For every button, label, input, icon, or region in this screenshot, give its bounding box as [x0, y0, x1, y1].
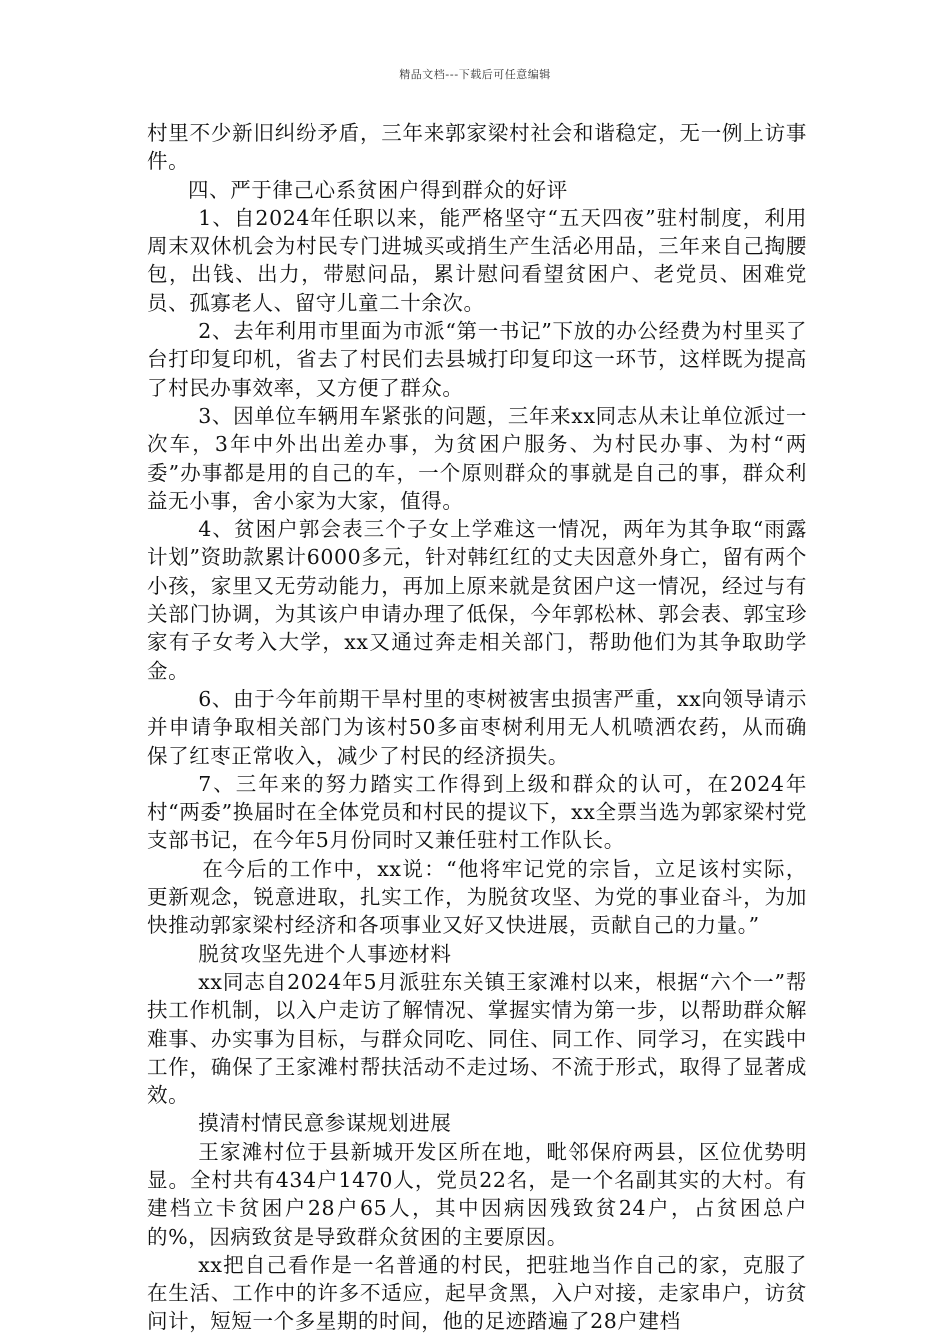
paragraph-item-7: 7、三年来的努力踏实工作得到上级和群众的认可，在2024年村“两委”换届时在全体党员和村民的提议下，xx全票当选为郭家梁村党支部书记，在今年5月份同时又兼任驻村工作队长。: [147, 771, 807, 853]
paragraph-item-3: 3、因单位车辆用车紧张的问题，三年来xx同志从未让单位派过一次车，3年中外出出差办事，为贫困户服务、为村民办事、为村“两委”办事都是用的自己的车，一个原则群众的事就是自己的事，群众利益无小事，舍小家为大家，值得。: [147, 403, 807, 513]
paragraph-visits: xx把自己看作是一名普通的村民，把驻地当作自己的家，克服了在生活、工作中的许多不适应，起早贪黑，入户对接，走家串户，访贫问计，短短一个多星期的时间，他的足迹踏遍了28户建档: [147, 1252, 807, 1334]
section-heading-village: 摸清村情民意参谋规划进展: [198, 1111, 452, 1136]
section-heading-4: 四、严于律己心系贫困户得到群众的好评: [188, 177, 568, 202]
paragraph-intro: xx同志自2024年5月派驻东关镇王家滩村以来，根据“六个一”帮扶工作机制，以入户走访了解情况、掌握实情为第一步，以帮助群众解难事、办实事为目标，与群众同吃、同住、同工作、同学习，在实践中工作，确保了王家滩村帮扶活动不走过场、不流于形式，取得了显著成效。: [147, 969, 807, 1108]
paragraph-item-2: 2、去年利用市里面为市派“第一书记”下放的办公经费为村里买了台打印复印机，省去了村民们去县城打印复印这一环节，这样既为提高了村民办事效率，又方便了群众。: [147, 319, 807, 400]
paragraph-future-work: 在今后的工作中，xx说：“他将牢记党的宗旨，立足该村实际，更新观念，锐意进取，扎实工作，为脱贫攻坚、为党的事业奋斗，为加快推动郭家梁村经济和各项事业又好又快进展，贡献自己的力量。”: [147, 856, 807, 938]
paragraph-village-info: 王家滩村位于县新城开发区所在地，毗邻保府两县，区位优势明显。全村共有434户1470人，党员22名，是一个名副其实的大村。有建档立卡贫困户28户65人，其中因病因残致贫24户，占贫困总户的%，因病致贫是导致群众贫困的主要原因。: [147, 1139, 807, 1249]
page-header: 精品文档---下载后可任意编辑: [399, 68, 551, 81]
document-title: 脱贫攻坚先进个人事迹材料: [198, 941, 452, 966]
document-body: [147, 119, 807, 1336]
paragraph-item-6: 6、由于今年前期干旱村里的枣树被害虫损害严重，xx向领导请示并申请争取相关部门为该村50多亩枣树利用无人机喷洒农药，从而确保了红枣正常收入，减少了村民的经济损失。: [147, 686, 807, 768]
paragraph-continuation: 村里不少新旧纠纷矛盾，三年来郭家梁村社会和谐稳定，无一例上访事件。: [147, 121, 807, 174]
paragraph-item-1: 1、自2024年任职以来，能严格坚守“五天四夜”驻村制度，利用周末双休机会为村民专门进城买或捎生产生活必用品，三年来自己掏腰包，出钱、出力，带慰问品，累计慰问看望贫困户、老党员、困难党员、孤寡老人、留守儿童二十余次。: [147, 205, 807, 315]
paragraph-item-4: 4、贫困户郭会表三个子女上学难这一情况，两年为其争取“雨露计划”资助款累计6000多元，针对韩红红的丈夫因意外身亡，留有两个小孩，家里又无劳动能力，再加上原来就是贫困户这一情况，经过与有关部门协调，为其该户申请办理了低保，今年郭松林、郭会表、郭宝珍家有子女考入大学，xx又通过奔走相关部门，帮助他们为其争取助学金。: [147, 517, 807, 683]
